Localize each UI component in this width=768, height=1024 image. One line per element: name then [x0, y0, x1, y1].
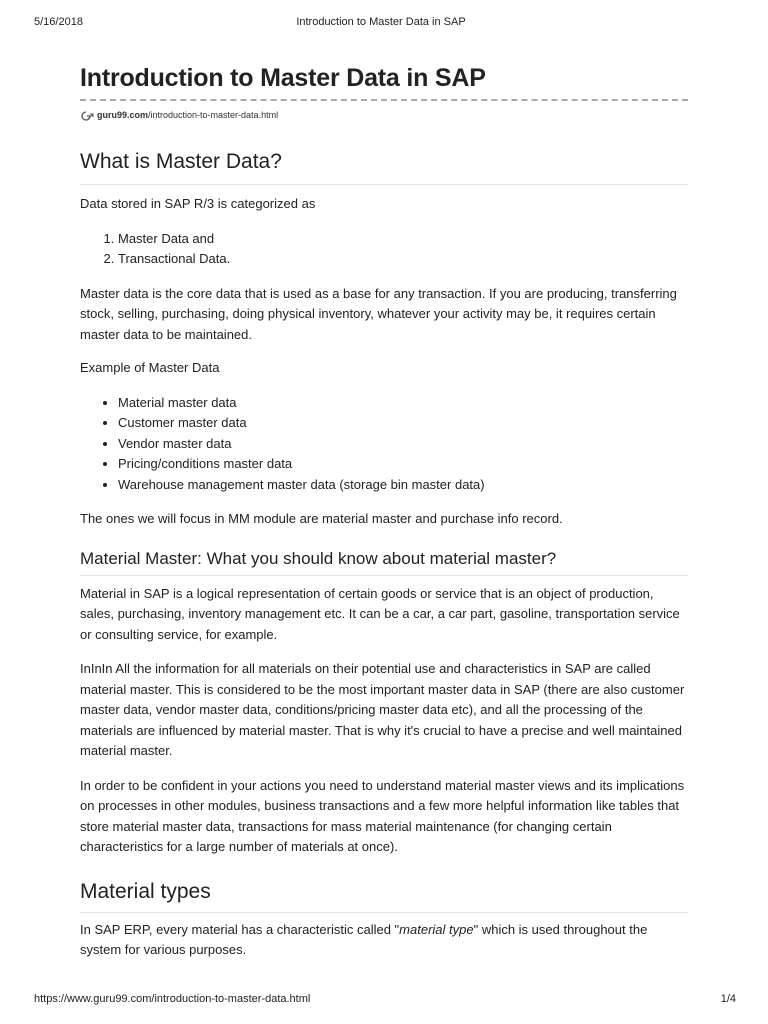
paragraph: The ones we will focus in MM module are material master and purchase info record.: [80, 511, 563, 526]
section-heading-material-master: Material Master: What you should know about material master?: [80, 548, 557, 568]
data-categories-list: [80, 229, 688, 270]
text-run: In SAP ERP, every material has a characteristic called ": [80, 921, 400, 937]
text-run: " which is used throughout the system for various purposes.: [80, 921, 648, 957]
paragraph: Example of Master Data: [80, 360, 220, 375]
source-link[interactable]: [80, 108, 688, 122]
paragraph: In order to be confident in your actions you need to understand material master views and its implications on processes in other modules, business transactions and a few more helpful information like tables that store material master data, transactions for mass material maintenance (for changing certain characteristics for a large number of materials at once).: [80, 777, 685, 854]
print-header: [34, 16, 728, 30]
list-item: 1. Master Data and: [118, 229, 688, 250]
list-item: • Pricing/conditions master data: [118, 454, 688, 475]
list-item: • Warehouse management master data (storage bin master data): [118, 475, 688, 496]
link-icon: [80, 110, 94, 121]
emphasized-term: material type: [399, 921, 474, 937]
title-divider: [80, 99, 688, 101]
list-item: • Customer master data: [118, 413, 688, 434]
paragraph: Master data is the core data that is used as a base for any transaction. If you are producing, transferring stock, selling, purchasing, doing physical inventory, whatever your activity may be, it requires certain master data to be maintained.: [80, 285, 677, 342]
source-path: /introduction-to-master-data.html: [148, 110, 279, 120]
paragraph: Material in SAP is a logical representation of certain goods or service that is an object of production, sales, purchasing, inventory management etc. It can be a car, a car part, gasoline, transportation service or consulting service, for example.: [80, 585, 680, 642]
print-footer: [34, 993, 736, 1007]
list-item: 2. Transactional Data.: [118, 249, 688, 270]
master-data-examples-list: [80, 393, 688, 496]
article: [80, 60, 688, 961]
section-heading-material-types: Material types: [80, 879, 211, 903]
section-divider: [80, 575, 688, 576]
section-heading-what-is-master-data: What is Master Data?: [80, 150, 282, 173]
section-divider: [80, 184, 688, 185]
footer-url: https://www.guru99.com/introduction-to-master-data.html: [34, 993, 311, 1005]
page-number: 1/4: [720, 993, 736, 1005]
list-item: • Vendor master data: [118, 434, 688, 455]
paragraph: Data stored in SAP R/3 is categorized as: [80, 196, 316, 211]
print-date: 5/16/2018: [34, 16, 83, 28]
page-title: Introduction to Master Data in SAP: [80, 64, 486, 92]
section-divider: [80, 912, 688, 913]
print-title: Introduction to Master Data in SAP: [296, 16, 466, 28]
source-domain: guru99.com: [97, 110, 149, 120]
paragraph: InInIn All the information for all materials on their potential use and characteristics in SAP are called material master. This is considered to be the most important master data in SAP (there are also customer master data, vendor master data, conditions/pricing master data etc), and all the processing of the materials are influenced by material master. That is why it's crucial to have a precise and well maintained material master.: [80, 661, 685, 758]
list-item: • Material master data: [118, 393, 688, 414]
paragraph: [80, 920, 688, 961]
